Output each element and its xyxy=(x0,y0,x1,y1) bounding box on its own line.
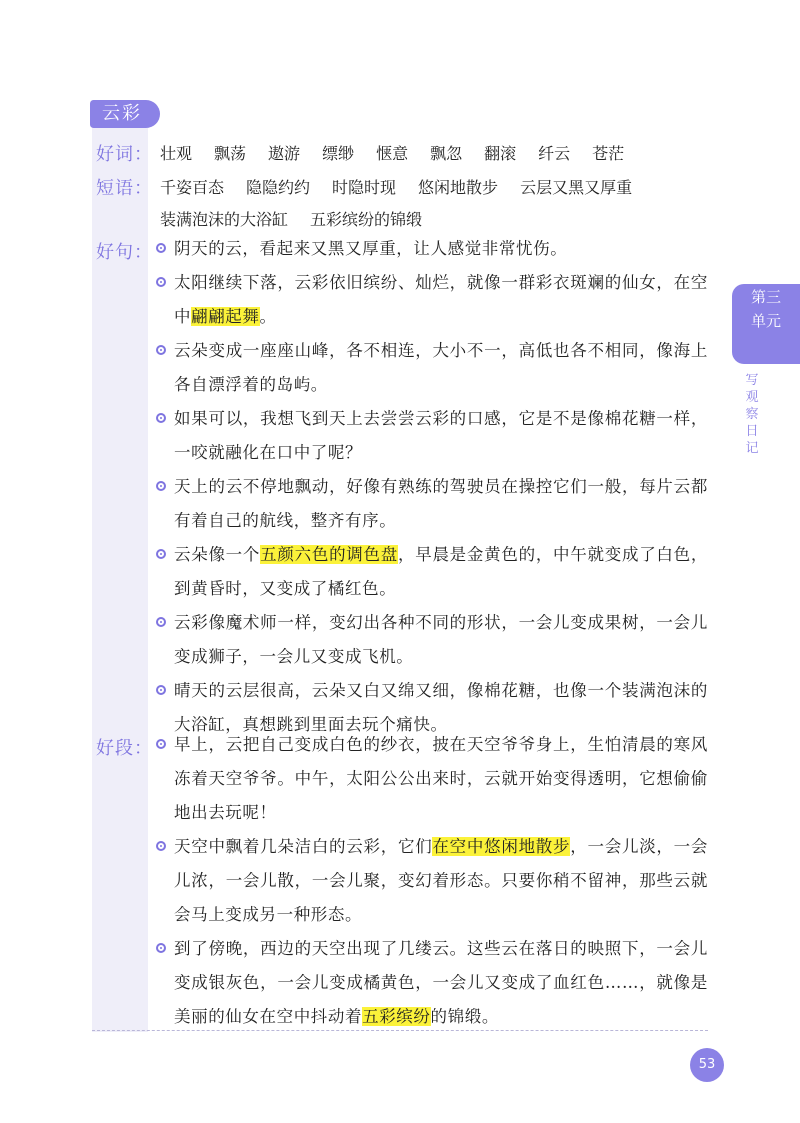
sentence-item xyxy=(156,266,708,334)
bullet-icon xyxy=(156,481,166,491)
unit-tab-line2: 单元 xyxy=(750,312,781,330)
highlighted-text: 翩翩起舞 xyxy=(191,307,260,326)
unit-tab xyxy=(732,284,800,364)
text-segment: 到了傍晚，西边的天空出现了几缕云。这些云在落日的映照下，一会儿变成银灰色，一会儿变成橘黄色，一会儿又变成了血红色……，就像是美丽的仙女在空中抖动着 xyxy=(174,939,708,1026)
highlighted-text: 五彩缤纷 xyxy=(362,1007,431,1026)
text-segment: 晴天的云层很高，云朵又白又绵又细，像棉花糖，也像一个装满泡沫的大浴缸，真想跳到里面去玩个痛快。 xyxy=(174,681,708,734)
word-item: 纤云 xyxy=(538,144,571,163)
text-segment: 太阳继续下落，云彩依旧缤纷、灿烂，就像一群彩衣斑斓的仙女，在空中 xyxy=(174,273,708,326)
paragraph-item xyxy=(156,728,708,830)
phrase-item: 装满泡沫的大浴缸 xyxy=(160,210,289,229)
sentence-item xyxy=(156,606,708,674)
text-segment: 早上，云把自己变成白色的纱衣，披在天空爷爷身上，生怕清晨的寒风冻着天空爷爷。中午，太阳公公出来时，云就开始变得透明，它想偷偷地出去玩呢！ xyxy=(174,735,708,822)
word-item: 壮观 xyxy=(160,144,193,163)
words-label: 好词： xyxy=(96,144,153,165)
sentence-item xyxy=(156,470,708,538)
bullet-icon xyxy=(156,345,166,355)
phrase-item: 时隐时现 xyxy=(332,178,397,197)
bullet-icon xyxy=(156,685,166,695)
word-item: 惬意 xyxy=(376,144,409,163)
text-segment: 天空中飘着几朵洁白的云彩，它们 xyxy=(174,837,433,856)
sentence-item xyxy=(156,402,708,470)
text-segment: 如果可以，我想飞到天上去尝尝云彩的口感，它是不是像棉花糖一样，一咬就融化在口中了呢？ xyxy=(174,409,708,462)
unit-tab-line1: 第三 xyxy=(750,288,781,306)
highlighted-text: 五颜六色的调色盘 xyxy=(260,545,398,564)
paragraph-list xyxy=(156,728,708,1034)
unit-subtitle: 写观察日记 xyxy=(745,373,759,456)
text-segment: 阴天的云，看起来又黑又厚重，让人感觉非常忧伤。 xyxy=(174,239,568,258)
word-item: 缥缈 xyxy=(322,144,355,163)
text-segment: 云朵像一个 xyxy=(174,545,261,564)
sentence-list xyxy=(156,232,708,742)
word-item: 苍茫 xyxy=(592,144,625,163)
phrase-item: 五彩缤纷的锦缎 xyxy=(310,210,423,229)
bullet-icon xyxy=(156,943,166,953)
text-segment: 。 xyxy=(259,307,277,326)
bullet-icon xyxy=(156,549,166,559)
section-title: 云彩 xyxy=(90,100,160,128)
sentence-item xyxy=(156,334,708,402)
text-segment: 的锦缎。 xyxy=(430,1007,499,1026)
phrase-item: 云层又黑又厚重 xyxy=(520,178,633,197)
bullet-icon xyxy=(156,841,166,851)
page-number: 53 xyxy=(690,1048,724,1082)
words-list xyxy=(160,141,646,164)
word-item: 遨游 xyxy=(268,144,301,163)
word-item: 飘忽 xyxy=(430,144,463,163)
text-segment: 天上的云不停地飘动，好像有熟练的驾驶员在操控它们一般，每片云都有着自己的航线，整齐有序。 xyxy=(174,477,708,530)
bullet-icon xyxy=(156,739,166,749)
sentence-item xyxy=(156,232,708,266)
bullet-icon xyxy=(156,277,166,287)
bullet-icon xyxy=(156,617,166,627)
text-segment: ，早晨是金黄色的，中午就变成了白色，到黄昏时，又变成了橘红色。 xyxy=(174,545,708,598)
paragraph-item xyxy=(156,830,708,932)
phrases-label: 短语： xyxy=(96,178,153,199)
text-segment: ，一会儿淡，一会儿浓，一会儿散，一会儿聚，变幻着形态。只要你稍不留神，那些云就会马上变成另一种形态。 xyxy=(174,837,708,924)
text-segment: 云朵变成一座座山峰，各不相连，大小不一，高低也各不相同，像海上各自漂浮着的岛屿。 xyxy=(174,341,708,394)
phrases-list-line2 xyxy=(160,207,444,230)
paragraph-item xyxy=(156,932,708,1034)
text-segment: 云彩像魔术师一样，变幻出各种不同的形状，一会儿变成果树，一会儿变成狮子，一会儿又变成飞机。 xyxy=(174,613,708,666)
word-item: 飘荡 xyxy=(214,144,247,163)
bullet-icon xyxy=(156,243,166,253)
sentences-label: 好句： xyxy=(96,242,153,263)
bullet-icon xyxy=(156,413,166,423)
phrases-list-line1 xyxy=(160,175,654,198)
paragraphs-label: 好段： xyxy=(96,738,153,759)
phrase-item: 隐隐约约 xyxy=(246,178,311,197)
highlighted-text: 在空中悠闲地散步 xyxy=(432,837,571,856)
phrase-item: 千姿百态 xyxy=(160,178,225,197)
word-item: 翻滚 xyxy=(484,144,517,163)
phrase-item: 悠闲地散步 xyxy=(418,178,499,197)
sentence-item xyxy=(156,538,708,606)
